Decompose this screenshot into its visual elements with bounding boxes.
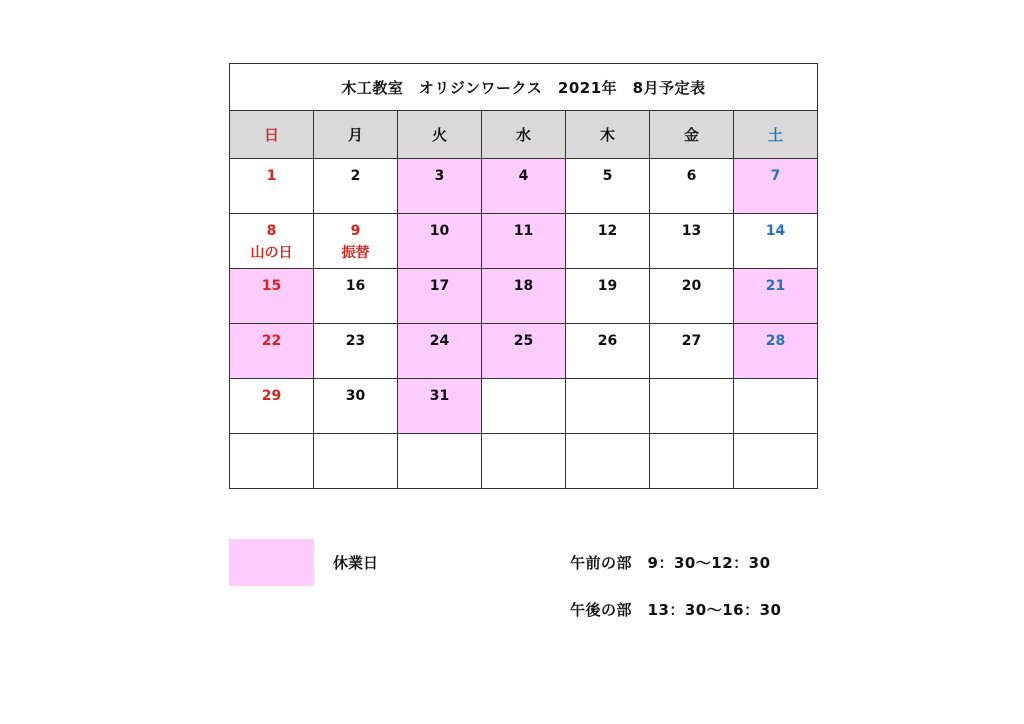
day-number: 12 [597,223,618,239]
empty-day-cell [734,434,818,489]
week-row [230,159,818,214]
day-number: 2 [350,168,361,184]
day-cell-7 [734,159,818,214]
day-number: 17 [429,278,450,294]
weekday-header-row [230,111,818,159]
day-number: 30 [345,388,366,404]
day-number: 23 [345,333,366,349]
day-number: 6 [686,168,697,184]
calendar-table [229,63,818,489]
week-row [230,269,818,324]
day-cell-28 [734,324,818,379]
day-cell-24 [398,324,482,379]
calendar-title: 木工教室 オリジンワークス 2021年 8月予定表 [230,64,818,111]
day-cell-2 [314,159,398,214]
empty-day-cell [734,379,818,434]
day-cell-13 [650,214,734,269]
holiday-label: 振替 [341,245,370,261]
empty-day-cell [482,434,566,489]
day-number: 9 [350,223,361,239]
day-cell-19 [566,269,650,324]
day-number: 25 [513,333,534,349]
day-cell-8 [230,214,314,269]
day-number: 19 [597,278,618,294]
day-cell-10 [398,214,482,269]
empty-day-cell [482,379,566,434]
empty-day-cell [566,379,650,434]
empty-day-cell [314,434,398,489]
day-cell-3 [398,159,482,214]
day-number: 28 [765,333,786,349]
day-cell-30 [314,379,398,434]
day-cell-16 [314,269,398,324]
day-cell-12 [566,214,650,269]
day-number: 26 [597,333,618,349]
day-cell-11 [482,214,566,269]
weekday-header-fri: 金 [650,111,734,159]
day-number: 8 [266,223,277,239]
day-cell-21 [734,269,818,324]
empty-day-cell [566,434,650,489]
weekday-header-thu: 木 [566,111,650,159]
day-number: 16 [345,278,366,294]
day-cell-17 [398,269,482,324]
weekday-header-wed: 水 [482,111,566,159]
day-number: 31 [429,388,450,404]
day-cell-6 [650,159,734,214]
afternoon-session-hours: 午後の部 13：30～16：30 [570,601,782,619]
day-number: 5 [602,168,613,184]
day-number: 18 [513,278,534,294]
holiday-label: 山の日 [250,245,293,261]
day-number: 1 [266,168,277,184]
day-number: 3 [434,168,445,184]
day-number: 4 [518,168,529,184]
day-cell-29 [230,379,314,434]
weekday-header-tue: 火 [398,111,482,159]
day-cell-4 [482,159,566,214]
week-row [230,214,818,269]
morning-session-hours: 午前の部 9：30～12：30 [570,554,771,572]
day-number: 11 [513,223,534,239]
day-number: 13 [681,223,702,239]
day-number: 22 [261,333,282,349]
day-number: 20 [681,278,702,294]
calendar-body [230,64,818,489]
empty-day-cell [230,434,314,489]
closed-day-legend-swatch [229,539,314,586]
title-row [230,64,818,111]
day-cell-27 [650,324,734,379]
day-cell-15 [230,269,314,324]
day-cell-1 [230,159,314,214]
day-number: 15 [261,278,282,294]
day-cell-22 [230,324,314,379]
day-cell-18 [482,269,566,324]
closed-day-legend-label: 休業日 [333,554,379,572]
empty-day-cell [398,434,482,489]
empty-day-cell [650,379,734,434]
day-number: 14 [765,223,786,239]
day-cell-5 [566,159,650,214]
day-number: 27 [681,333,702,349]
day-number: 7 [770,168,781,184]
week-row [230,324,818,379]
day-number: 24 [429,333,450,349]
week-row [230,434,818,489]
day-cell-25 [482,324,566,379]
day-number: 29 [261,388,282,404]
day-cell-14 [734,214,818,269]
day-cell-9 [314,214,398,269]
day-cell-31 [398,379,482,434]
day-cell-20 [650,269,734,324]
empty-day-cell [650,434,734,489]
day-cell-26 [566,324,650,379]
weekday-header-sat: 土 [734,111,818,159]
day-number: 21 [765,278,786,294]
weekday-header-sun: 日 [230,111,314,159]
week-row [230,379,818,434]
weekday-header-mon: 月 [314,111,398,159]
day-number: 10 [429,223,450,239]
day-cell-23 [314,324,398,379]
